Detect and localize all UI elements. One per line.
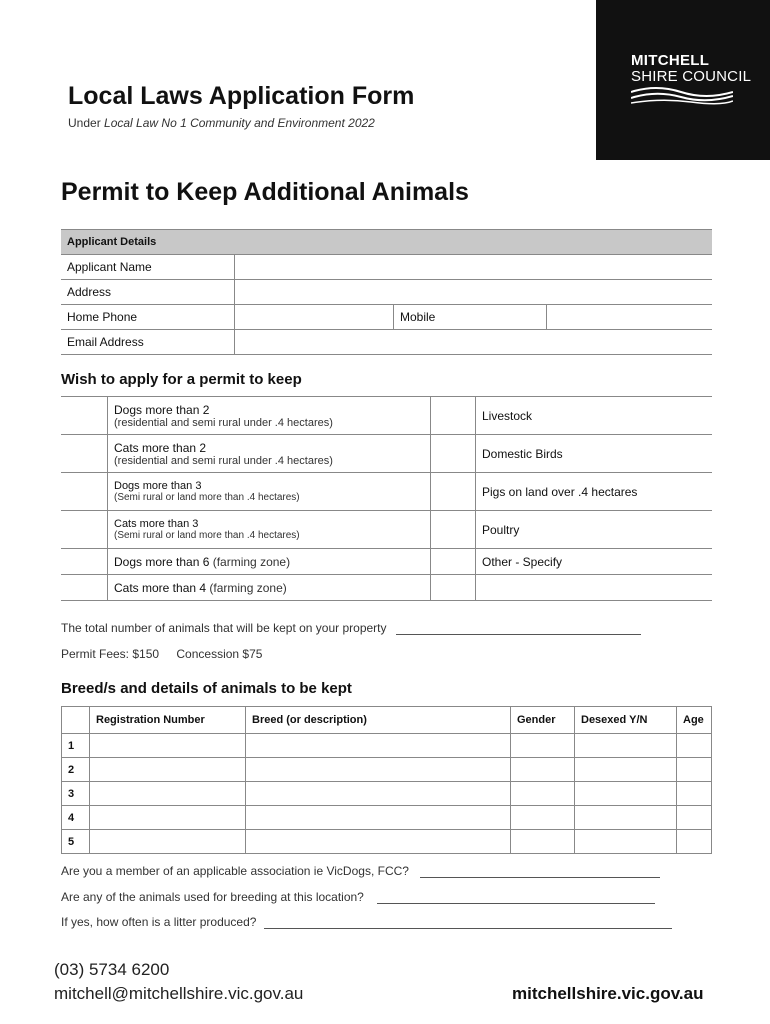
option-sublabel: (Semi rural or land more than .4 hectares) — [114, 492, 300, 503]
logo-line2: SHIRE COUNCIL — [631, 68, 752, 85]
footer-phone: (03) 5734 6200 — [54, 960, 170, 979]
address-label: Address — [61, 280, 235, 305]
association-question: Are you a member of an applicable association ie VicDogs, FCC? — [61, 864, 409, 878]
row-number: 1 — [62, 734, 90, 758]
form-header-subtitle — [68, 116, 375, 130]
applicant-section-header: Applicant Details — [61, 230, 712, 255]
desexed-cell[interactable] — [575, 758, 677, 782]
home-phone-field[interactable] — [235, 305, 394, 330]
registration-cell[interactable] — [90, 782, 246, 806]
gender-cell[interactable] — [511, 758, 575, 782]
option-sublabel: (residential and semi rural under .4 hectares) — [114, 416, 333, 429]
association-answer-field[interactable] — [420, 865, 660, 878]
option-label: Cats more than 3 — [114, 518, 199, 530]
row-number-header — [62, 707, 90, 734]
age-cell[interactable] — [677, 806, 712, 830]
total-animals-row — [61, 621, 641, 635]
other-specify-field[interactable] — [476, 575, 713, 601]
column-header: Desexed Y/N — [575, 707, 677, 734]
column-header: Gender — [511, 707, 575, 734]
gender-cell[interactable] — [511, 830, 575, 854]
registration-cell[interactable] — [90, 830, 246, 854]
option-label: Dogs more than 6 — [114, 554, 210, 569]
email-field[interactable] — [235, 330, 713, 355]
option-label: Pigs on land over .4 hectares — [476, 473, 713, 511]
checkbox[interactable] — [61, 549, 108, 575]
breed-heading: Breed/s and details of animals to be kept — [61, 680, 352, 697]
mobile-label: Mobile — [394, 305, 547, 330]
table-row — [62, 734, 712, 758]
total-animals-field[interactable] — [396, 622, 641, 635]
checkbox[interactable] — [431, 511, 476, 549]
breed-cell[interactable] — [246, 830, 511, 854]
desexed-cell[interactable] — [575, 806, 677, 830]
permit-fee: Permit Fees: $150 — [61, 647, 160, 661]
fees-row — [61, 647, 262, 661]
gender-cell[interactable] — [511, 734, 575, 758]
council-logo — [596, 0, 770, 160]
applicant-name-field[interactable] — [235, 255, 713, 280]
column-header: Registration Number — [90, 707, 246, 734]
concession-fee: Concession $75 — [176, 647, 263, 661]
option-label: Livestock — [476, 397, 713, 435]
form-title: Permit to Keep Additional Animals — [61, 178, 469, 206]
checkbox[interactable] — [61, 435, 108, 473]
footer-email[interactable]: mitchell@mitchellshire.vic.gov.au — [54, 984, 304, 1003]
breed-cell[interactable] — [246, 734, 511, 758]
litter-question-row — [61, 915, 672, 929]
checkbox[interactable] — [61, 397, 108, 435]
registration-cell[interactable] — [90, 734, 246, 758]
breed-cell[interactable] — [246, 782, 511, 806]
wave-icon — [631, 86, 733, 106]
option-label: Other - Specify — [476, 549, 713, 575]
association-question-row — [61, 864, 660, 878]
desexed-cell[interactable] — [575, 830, 677, 854]
total-animals-label: The total number of animals that will be kept on your property — [61, 621, 387, 635]
permit-heading: Wish to apply for a permit to keep — [61, 371, 302, 388]
checkbox[interactable] — [431, 473, 476, 511]
breed-table — [61, 706, 712, 854]
footer-website[interactable]: mitchellshire.vic.gov.au — [512, 984, 704, 1003]
checkbox[interactable] — [61, 511, 108, 549]
column-header: Breed (or description) — [246, 707, 511, 734]
desexed-cell[interactable] — [575, 734, 677, 758]
option-sublabel: (farming zone) — [209, 554, 291, 569]
checkbox[interactable] — [61, 473, 108, 511]
option-label: Cats more than 4 — [114, 580, 207, 595]
row-number: 5 — [62, 830, 90, 854]
table-row — [62, 806, 712, 830]
form-header-title: Local Laws Application Form — [68, 82, 415, 110]
option-label: Dogs more than 3 — [114, 480, 202, 492]
age-cell[interactable] — [677, 758, 712, 782]
option-label: Dogs more than 2 — [114, 402, 210, 417]
email-label: Email Address — [61, 330, 235, 355]
breed-cell[interactable] — [246, 758, 511, 782]
age-cell[interactable] — [677, 734, 712, 758]
mobile-field[interactable] — [547, 305, 713, 330]
permit-options-table — [61, 396, 712, 601]
breeding-answer-field[interactable] — [377, 891, 655, 904]
litter-question: If yes, how often is a litter produced? — [61, 915, 257, 929]
subtitle-law: Local Law No 1 Community and Environment 2022 — [104, 116, 375, 130]
option-sublabel: (Semi rural or land more than .4 hectares) — [114, 530, 300, 541]
row-number: 3 — [62, 782, 90, 806]
row-number: 2 — [62, 758, 90, 782]
checkbox[interactable] — [431, 435, 476, 473]
gender-cell[interactable] — [511, 782, 575, 806]
table-row — [62, 758, 712, 782]
checkbox[interactable] — [431, 549, 476, 575]
table-row — [62, 830, 712, 854]
home-phone-label: Home Phone — [61, 305, 235, 330]
breeding-question: Are any of the animals used for breeding at this location? — [61, 890, 364, 904]
checkbox[interactable] — [431, 397, 476, 435]
table-row — [62, 782, 712, 806]
gender-cell[interactable] — [511, 806, 575, 830]
option-sublabel: (residential and semi rural under .4 hectares) — [114, 454, 333, 467]
age-cell[interactable] — [677, 782, 712, 806]
breeding-question-row — [61, 890, 655, 904]
applicant-details-table — [61, 229, 712, 355]
litter-answer-field[interactable] — [264, 916, 672, 929]
desexed-cell[interactable] — [575, 782, 677, 806]
subtitle-prefix: Under — [68, 116, 105, 130]
row-number: 4 — [62, 806, 90, 830]
registration-cell[interactable] — [90, 806, 246, 830]
column-header: Age — [677, 707, 712, 734]
age-cell[interactable] — [677, 830, 712, 854]
address-field[interactable] — [235, 280, 713, 305]
option-label: Domestic Birds — [476, 435, 713, 473]
checkbox[interactable] — [61, 575, 108, 601]
logo-line1: MITCHELL — [631, 52, 710, 69]
option-label: Cats more than 2 — [114, 440, 207, 455]
applicant-name-label: Applicant Name — [61, 255, 235, 280]
option-label: Poultry — [476, 511, 713, 549]
registration-cell[interactable] — [90, 758, 246, 782]
checkbox[interactable] — [431, 575, 476, 601]
breed-cell[interactable] — [246, 806, 511, 830]
option-sublabel: (farming zone) — [206, 580, 287, 595]
